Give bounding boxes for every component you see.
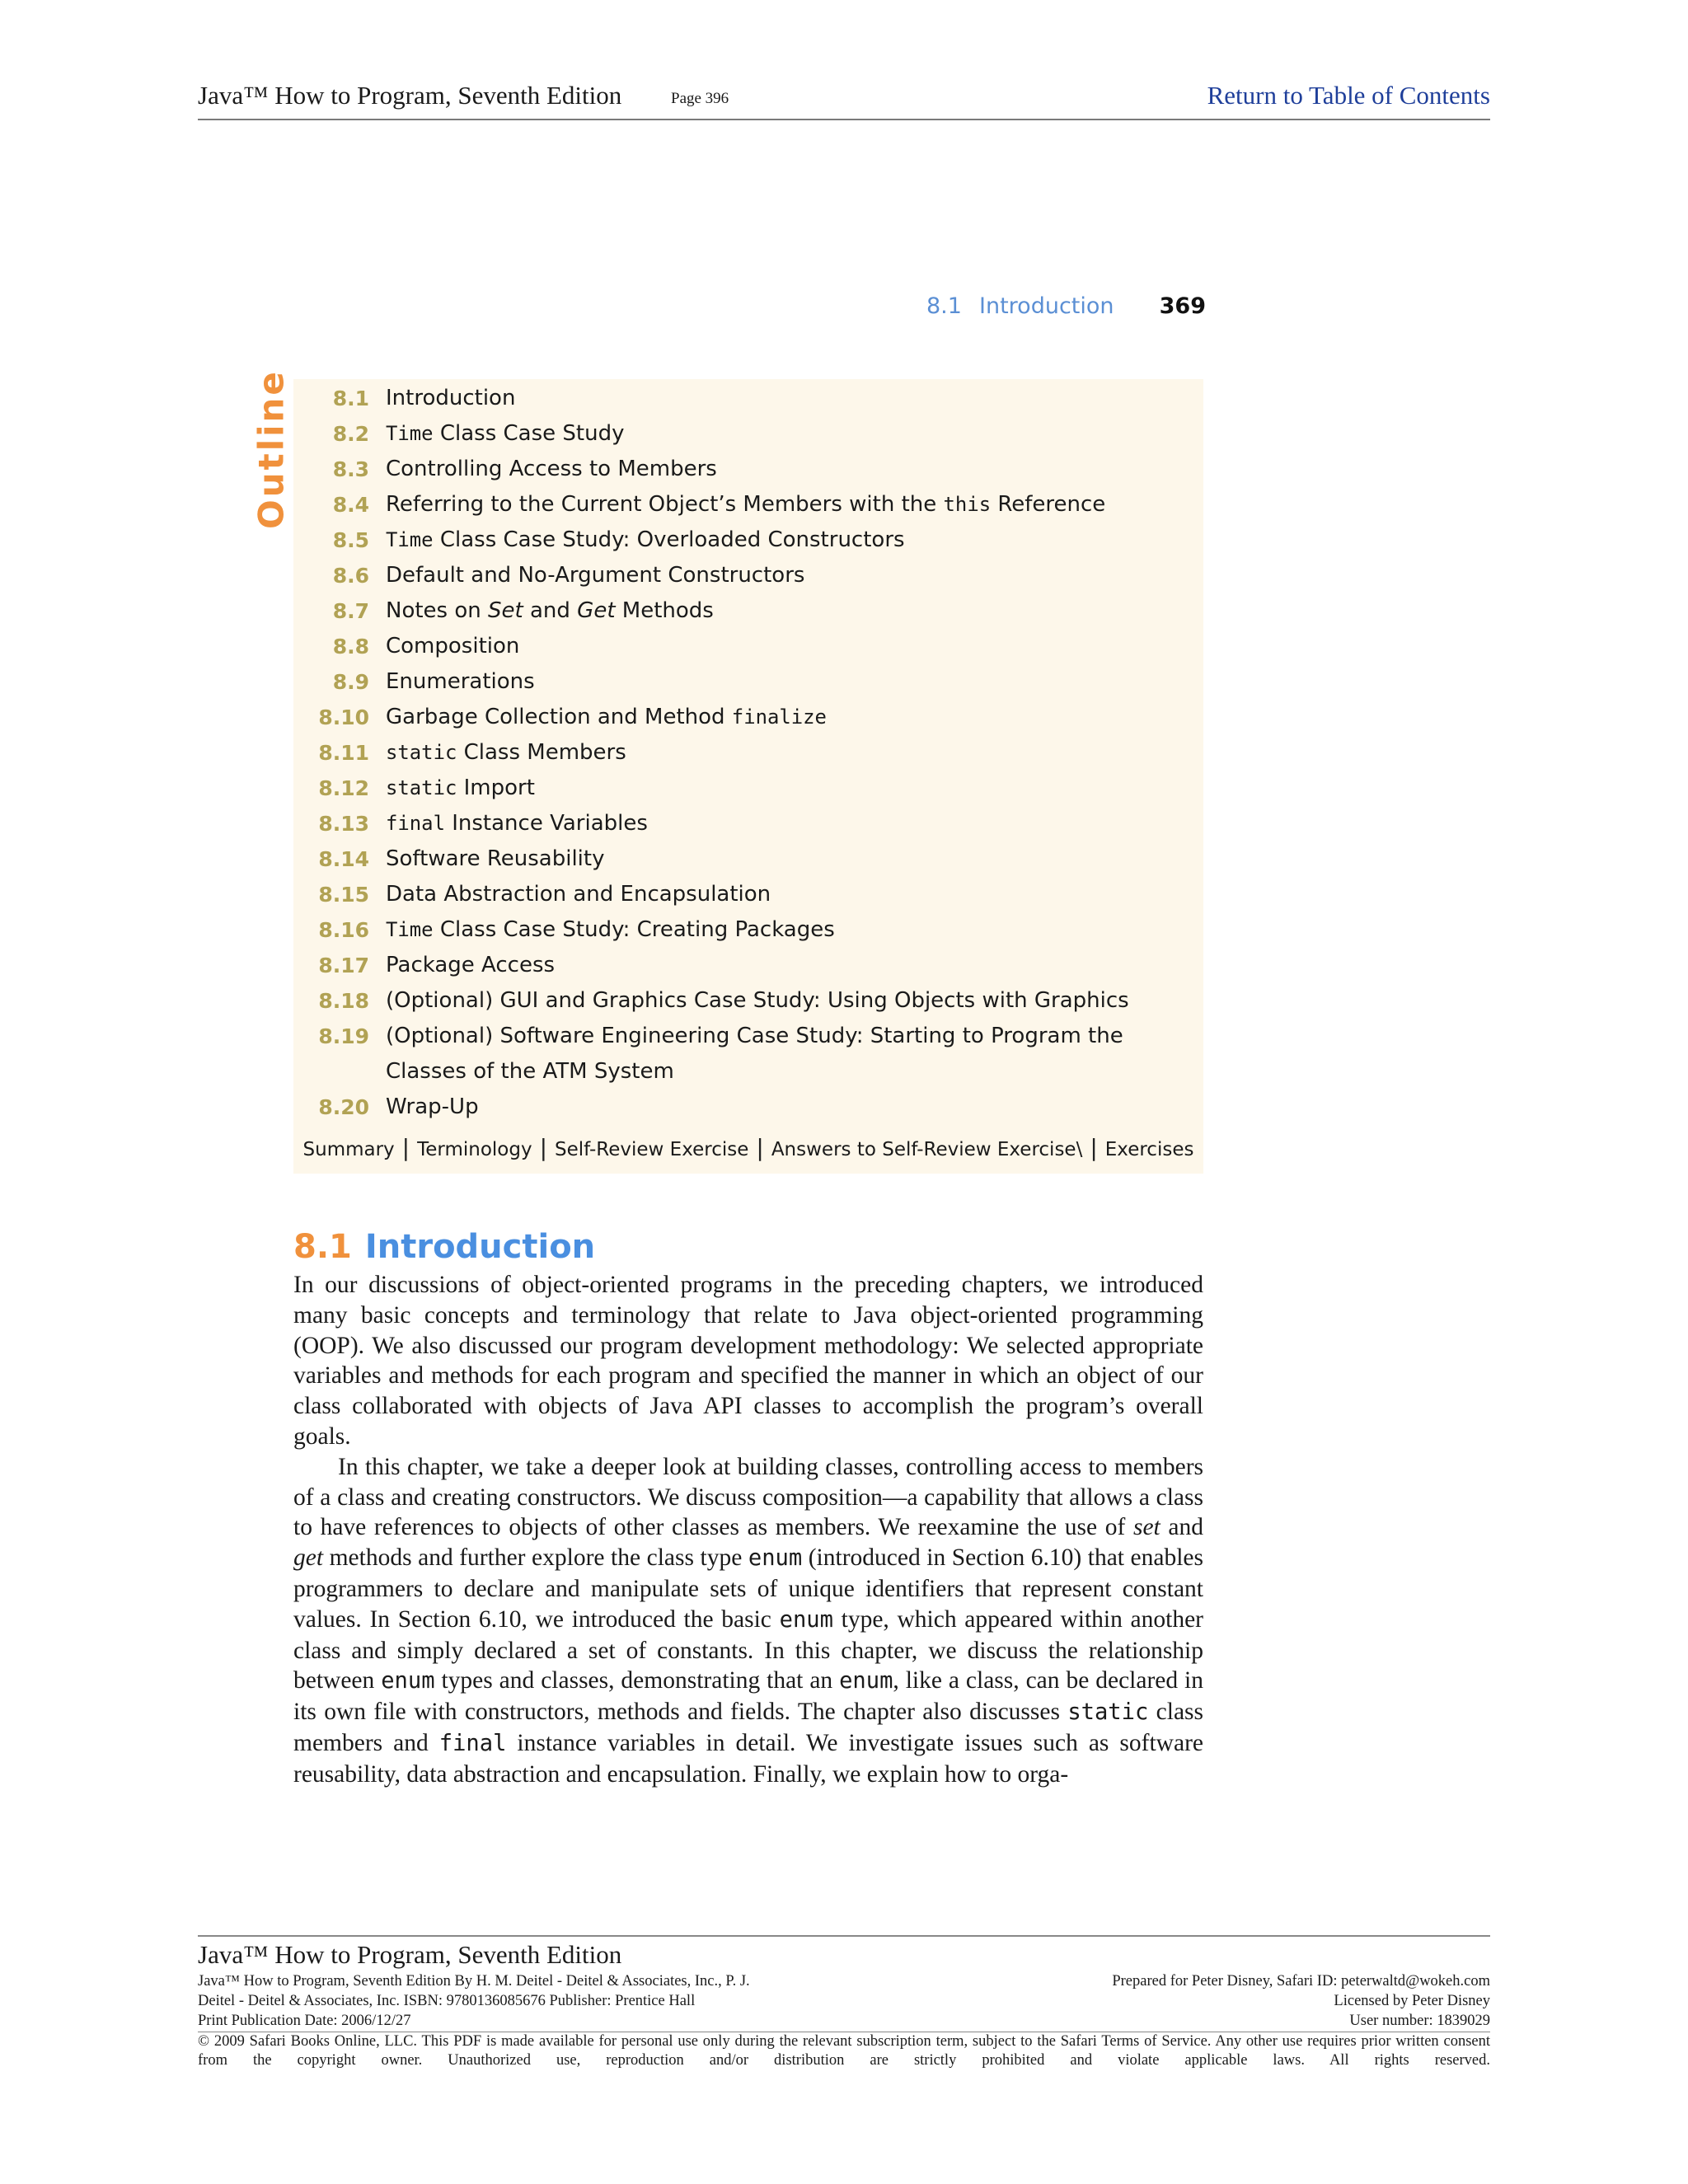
running-head-section-number: 8.1 xyxy=(926,293,962,319)
outline-item-number: 8.14 xyxy=(318,847,369,871)
outline-item-title xyxy=(386,841,1177,877)
code-term: Time xyxy=(386,918,434,941)
outline-item xyxy=(293,841,1203,877)
outline-list xyxy=(293,381,1203,1125)
outline-item xyxy=(293,735,1203,771)
italic-term: Get xyxy=(577,598,616,623)
outline-item-number: 8.12 xyxy=(318,776,369,800)
outline-item-title xyxy=(386,806,1177,841)
text-run: In this chapter, we take a deeper look at building classes, controlling access to members of a class and creating constructors. We discuss composition—a capability that allows a class to have references to objects of other classes as members. We reexamine the use of xyxy=(293,1453,1203,1541)
code-term: static xyxy=(1067,1699,1149,1726)
outline-item-title xyxy=(386,948,1177,983)
top-header xyxy=(198,79,1490,120)
outline-item-title xyxy=(386,735,1177,771)
text-run: class members and xyxy=(293,1699,1204,1756)
outline-item-number: 8.16 xyxy=(318,918,369,942)
outline-item-number: 8.2 xyxy=(332,422,369,446)
outline-item-number: 8.8 xyxy=(332,635,369,658)
outline-item-title xyxy=(386,416,1177,452)
outline-item-title xyxy=(386,771,1177,806)
text-run: Class Members xyxy=(457,740,626,765)
code-term: Time xyxy=(386,528,434,551)
outline-item-title xyxy=(386,558,1177,593)
body-text xyxy=(293,1270,1203,1790)
footer-lines xyxy=(198,1971,1490,2031)
running-head-page-number: 369 xyxy=(1159,293,1206,319)
outline-footer-links xyxy=(293,1132,1203,1166)
outline-item-number: 8.1 xyxy=(332,387,369,410)
outline-item-number: 8.15 xyxy=(318,883,369,907)
outline-item xyxy=(293,983,1203,1019)
running-head-section-title: Introduction xyxy=(979,293,1114,319)
text-run: (Optional) Software Engineering Case Study: Starting to Program the Classes of the ATM System xyxy=(386,1024,1123,1084)
outline-label-text: Outline xyxy=(251,369,292,529)
separator: | xyxy=(401,1134,410,1161)
text-run: (introduced in Section 6.10) that enables programmers to declare and manipulate sets of unique identifiers that represent constant values. In Section 6.10, we introduced the basic xyxy=(293,1544,1203,1633)
outline-item-number: 8.9 xyxy=(332,670,369,694)
text-run: Software Reusability xyxy=(386,846,605,871)
footer-line-left: Java™ How to Program, Seventh Edition By H. M. Deitel - Deitel & Associates, Inc., P. J. xyxy=(198,1973,750,1990)
footer-line-right: User number: 1839029 xyxy=(1349,2013,1490,2029)
text-run: and xyxy=(523,598,578,623)
outline-item xyxy=(293,452,1203,487)
text-run: types and classes, demonstrating that an xyxy=(434,1667,840,1694)
page-footer xyxy=(198,1935,1490,2070)
outline-item-title xyxy=(386,912,1177,948)
outline-item-number: 8.19 xyxy=(318,1024,369,1048)
separator: | xyxy=(756,1134,764,1161)
separator: | xyxy=(539,1134,548,1161)
outline-item xyxy=(293,912,1203,948)
outline-item xyxy=(293,593,1203,629)
code-term: static xyxy=(386,741,457,764)
section-number: 8.1 xyxy=(293,1228,352,1266)
return-to-toc-link[interactable]: Return to Table of Contents xyxy=(1207,81,1490,110)
outline-item-title xyxy=(386,629,1177,664)
code-term: Time xyxy=(386,422,434,445)
outline-item-title xyxy=(386,1090,1177,1125)
outline-footer-link: Summary xyxy=(302,1139,395,1160)
text-run: (Optional) GUI and Graphics Case Study: Using Objects with Graphics xyxy=(386,988,1129,1013)
text-run: Import xyxy=(457,776,535,800)
text-run: Class Case Study: Overloaded Constructors xyxy=(433,527,905,552)
outline-item-number: 8.11 xyxy=(318,741,369,765)
outline-item xyxy=(293,700,1203,735)
text-run: Package Access xyxy=(386,953,556,977)
outline-item-title xyxy=(386,700,1177,735)
text-run: Notes on xyxy=(386,598,489,623)
outline-item xyxy=(293,1090,1203,1125)
code-term: final xyxy=(438,1730,507,1756)
code-term: static xyxy=(386,776,457,799)
outline-item xyxy=(293,381,1203,416)
text-run: type, which appeared within another class and simply declared a set of constants. In this chapter, we discuss the relationship between xyxy=(293,1605,1203,1694)
code-term: this xyxy=(943,493,992,516)
outline-item xyxy=(293,629,1203,664)
text-run: instance variables in detail. We investigate issues such as software reusability, data abstraction and encapsulation. Finally, we explain how to orga- xyxy=(293,1729,1203,1788)
text-run: Referring to the Current Object’s Members with the xyxy=(386,492,944,517)
footer-line-left: Print Publication Date: 2006/12/27 xyxy=(198,2013,411,2029)
outline-item-number: 8.10 xyxy=(318,705,369,729)
footer-line-right: Prepared for Peter Disney, Safari ID: peterwaltd@wokeh.com xyxy=(1112,1973,1490,1990)
text-run: Class Case Study xyxy=(433,421,625,446)
text-run: Default and No-Argument Constructors xyxy=(386,563,805,588)
outline-item-number: 8.7 xyxy=(332,599,369,623)
text-run: Reference xyxy=(991,492,1106,517)
section-heading xyxy=(293,1226,595,1268)
outline-item xyxy=(293,664,1203,700)
outline-item xyxy=(293,806,1203,841)
outline-item-title xyxy=(386,593,1177,629)
header-book-title: Java™ How to Program, Seventh Edition xyxy=(198,81,622,110)
outline-item-number: 8.4 xyxy=(332,493,369,517)
italic-term: Set xyxy=(488,598,523,623)
outline-item-title xyxy=(386,452,1177,487)
outline-item xyxy=(293,877,1203,912)
text-run: Controlling Access to Members xyxy=(386,457,717,481)
outline-footer-link: Terminology xyxy=(417,1139,532,1160)
outline-item-number: 8.17 xyxy=(318,954,369,977)
outline-item-number: 8.5 xyxy=(332,528,369,552)
footer-line-left: Deitel - Deitel & Associates, Inc. ISBN: 9780136085676 Publisher: Prentice Hall xyxy=(198,1993,696,2009)
outline-item xyxy=(293,416,1203,452)
outline-item-title xyxy=(386,381,1177,416)
footer-rule xyxy=(198,1935,1490,1937)
footer-book-title: Java™ How to Program, Seventh Edition xyxy=(198,1940,622,1969)
footer-copyright: © 2009 Safari Books Online, LLC. This PDF is made available for personal use only during the relevant subscription term, subject to the Safari Terms of Service. Any other use requires prior written consent from the copyright owner. Unauthorized use, reproduction and/or distribution are strictly prohibited and violate applicable laws. All rights reserved. xyxy=(198,2033,1490,2069)
outline-item-title xyxy=(386,1019,1177,1090)
code-term: enum xyxy=(381,1668,435,1694)
outline-item-number: 8.3 xyxy=(332,457,369,481)
text-run: Introduction xyxy=(386,386,516,410)
text-run: Class Case Study: Creating Packages xyxy=(433,917,835,942)
text-run: Enumerations xyxy=(386,669,535,694)
outline-footer-link: Exercises xyxy=(1104,1139,1194,1160)
outline-item xyxy=(293,948,1203,983)
outline-item xyxy=(293,523,1203,558)
text-run: and xyxy=(1160,1514,1204,1541)
outline-item-number: 8.20 xyxy=(318,1095,369,1119)
footer-line xyxy=(198,2011,1490,2031)
text-run: Composition xyxy=(386,634,520,658)
code-term: enum xyxy=(779,1606,833,1633)
code-term: enum xyxy=(839,1668,893,1694)
outline-item-title xyxy=(386,877,1177,912)
outline-item-number: 8.13 xyxy=(318,812,369,836)
outline-item-title xyxy=(386,664,1177,700)
code-term: final xyxy=(386,812,445,835)
text-run: , like a class, can be declared in its own file with constructors, methods and fields. The chapter also discusses xyxy=(293,1667,1203,1726)
text-run: methods and further explore the class type xyxy=(323,1544,748,1572)
outline-item-title xyxy=(386,523,1177,558)
text-run: Wrap-Up xyxy=(386,1094,479,1119)
outline-item-number: 8.6 xyxy=(332,564,369,588)
footer-line-right: Licensed by Peter Disney xyxy=(1334,1993,1490,2009)
outline-item-title xyxy=(386,983,1177,1019)
footer-line xyxy=(198,1991,1490,2011)
separator: | xyxy=(1090,1134,1098,1161)
section-title: Introduction xyxy=(364,1228,596,1266)
italic-term: set xyxy=(1132,1514,1160,1541)
header-page-label: Page 396 xyxy=(671,90,729,107)
outline-item xyxy=(293,771,1203,806)
text-run: Garbage Collection and Method xyxy=(386,705,732,729)
code-term: finalize xyxy=(731,705,827,729)
outline-item xyxy=(293,558,1203,593)
outline-item xyxy=(293,1019,1203,1090)
outline-item xyxy=(293,487,1203,523)
code-term: enum xyxy=(748,1545,803,1572)
running-head xyxy=(907,288,1206,325)
outline-item-number: 8.18 xyxy=(318,989,369,1013)
outline-item-title xyxy=(386,487,1177,523)
text-run: Methods xyxy=(615,598,714,623)
text-run: Instance Variables xyxy=(444,811,648,836)
text-run: In our discussions of object-oriented programs in the preceding chapters, we introduced many basic concepts and terminology that relate to Java object-oriented programming (OOP). We also discussed our program development methodology: We selected appropriate variables and methods for each program and specified the manner in which an object of our class collaborated with objects of Java API classes to accomplish the program’s overall goals. xyxy=(293,1272,1203,1450)
text-run: Data Abstraction and Encapsulation xyxy=(386,882,771,907)
italic-term: get xyxy=(293,1544,324,1572)
footer-line xyxy=(198,1971,1490,1991)
outline-footer-link: Self-Review Exercise xyxy=(555,1139,749,1160)
paragraph xyxy=(293,1452,1203,1790)
outline-footer-link: Answers to Self-Review Exercise\ xyxy=(771,1139,1083,1160)
paragraph xyxy=(293,1270,1203,1452)
